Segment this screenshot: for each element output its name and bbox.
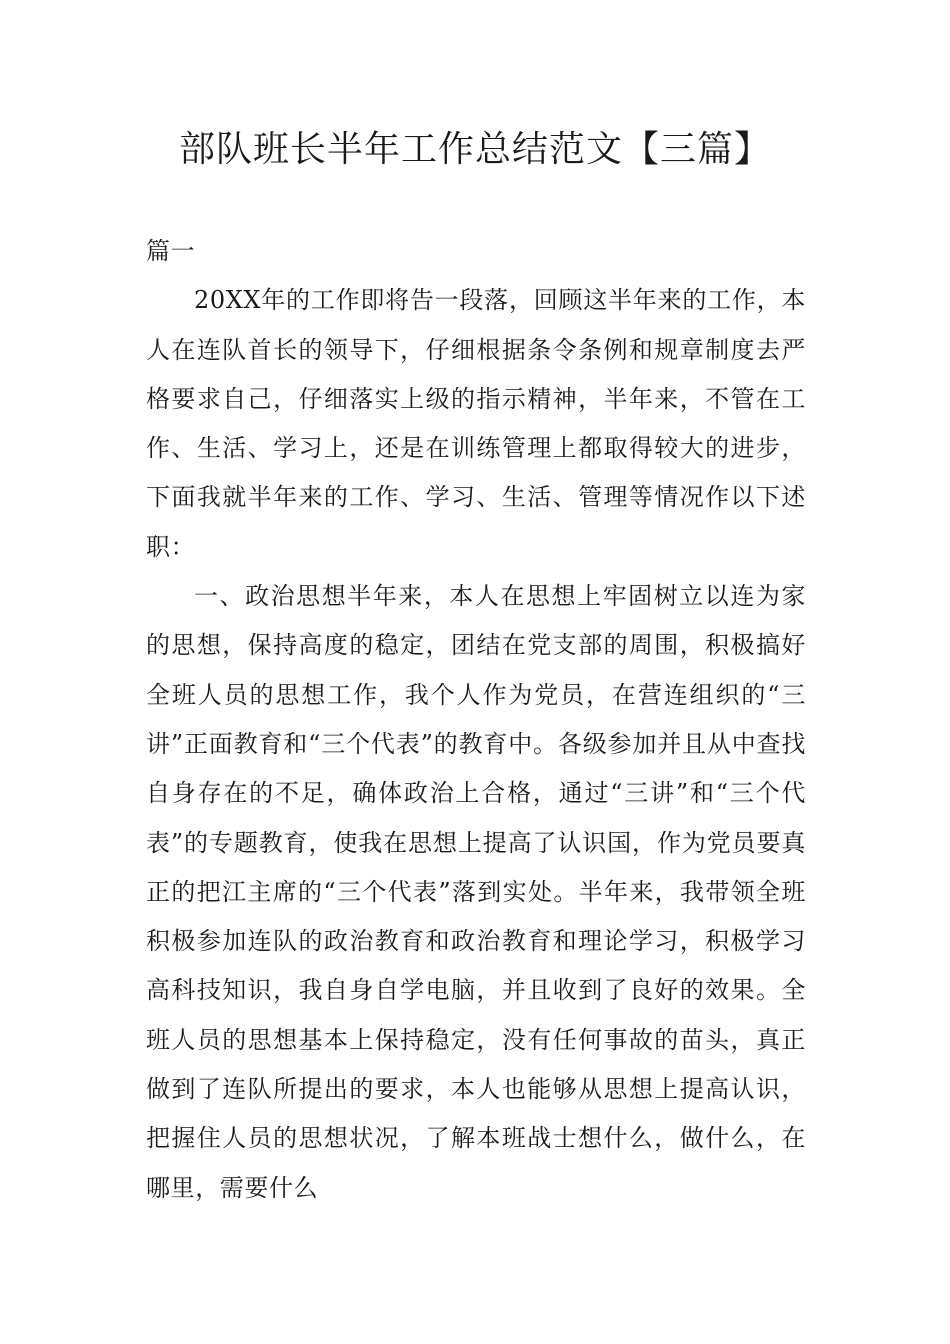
- section-heading: 篇一: [146, 237, 196, 265]
- paragraph-political-thought: 一、政治思想半年来，本人在思想上牢固树立以连为家的思想，保持高度的稳定，团结在党支部的周围，积极搞好全班人员的思想工作，我个人作为党员，在营连组织的“三讲”正面教育和“三个代表”的教育中。各级参加并且从中查找自身存在的不足，确体政治上合格，通过“三讲”和“三个代表”的专题教育，使我在思想上提高了认识国，作为党员要真正的把江主席的“三个代表”落到实处。半年来，我带领全班积极参加连队的政治教育和政治教育和理论学习，积极学习高科技知识，我自身自学电脑，并且收到了良好的效果。全班人员的思想基本上保持稳定，没有任何事故的苗头，真正做到了连队所提出的要求，本人也能够从思想上提高认识，把握住人员的思想状况，了解本班战士想什么，做什么，在哪里，需要什么: [146, 582, 806, 1202]
- document-body: [146, 227, 806, 1213]
- paragraph-intro: 20XX年的工作即将告一段落，回顾这半年来的工作，本人在连队首长的领导下，仔细根据条令条例和规章制度去严格要求自己，仔细落实上级的指示精神，半年来，不管在工作、生活、学习上，还是在训练管理上都取得较大的进步，下面我就半年来的工作、学习、生活、管理等情况作以下述职：: [146, 286, 806, 561]
- document-title: 部队班长半年工作总结范文【三篇】: [178, 129, 771, 170]
